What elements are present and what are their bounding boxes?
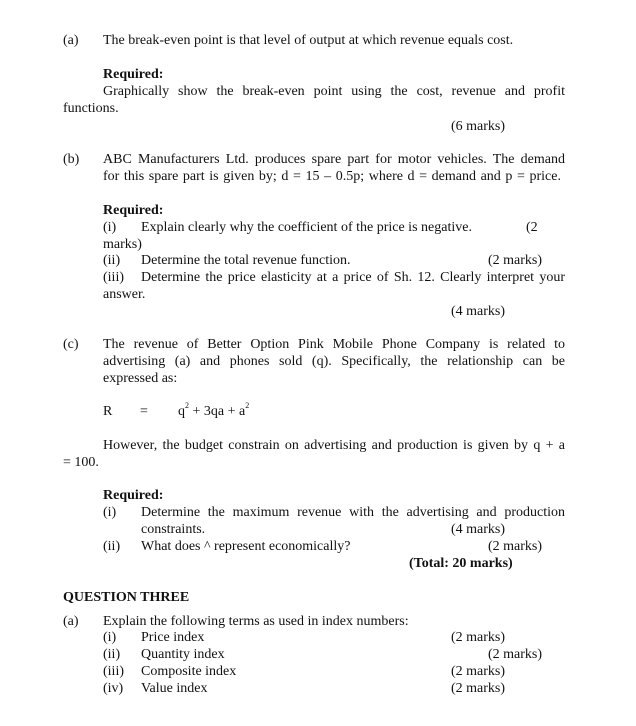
part-b-statement-line1: ABC Manufacturers Ltd. produces spare part for motor vehicles. The demand xyxy=(103,152,565,167)
equation-term-rest: + 3qa + a xyxy=(189,404,246,419)
part-a-statement: The break-even point is that level of output at which revenue equals cost. xyxy=(103,33,514,48)
part-b-item-num: (iii) xyxy=(103,270,124,285)
part-c-budget-line1: However, the budget constrain on advertising and production is given by q + a xyxy=(103,438,565,453)
q3-item-text: Value index xyxy=(141,681,208,696)
q3-item-num: (ii) xyxy=(103,647,121,662)
part-c-item-continuation: constraints. xyxy=(141,522,206,537)
question-three-heading: QUESTION THREE xyxy=(63,590,190,605)
part-b-item-num: (i) xyxy=(103,220,117,235)
part-b-item-num: (ii) xyxy=(103,253,121,268)
equation-exponent: 2 xyxy=(185,401,189,411)
equation-rhs xyxy=(178,403,249,420)
q3-item-num: (i) xyxy=(103,630,117,645)
part-c-item-num: (i) xyxy=(103,505,117,520)
q3-item-marks: (2 marks) xyxy=(451,681,506,696)
part-a-label: (a) xyxy=(63,33,79,48)
q3-item-marks: (2 marks) xyxy=(488,647,543,662)
q3-item-num: (iii) xyxy=(103,664,124,679)
part-c-item-marks: (4 marks) xyxy=(451,522,506,537)
part-c-required-heading: Required: xyxy=(103,488,164,503)
part-b-item-continuation: marks) xyxy=(103,237,142,252)
equation-term-q: q xyxy=(178,404,185,419)
q3-item-text: Price index xyxy=(141,630,205,645)
part-b-item-text: Determine the price elasticity at a price of Sh. 12. Clearly interpret your xyxy=(141,270,565,285)
part-a-marks: (6 marks) xyxy=(451,119,506,134)
part-c-statement-line3: expressed as: xyxy=(103,371,178,386)
equation-equals: = xyxy=(140,404,148,419)
q3-part-a-label: (a) xyxy=(63,614,79,629)
part-c-item-text: What does ^ represent economically? xyxy=(141,539,351,554)
part-b-item-marks: (2 marks) xyxy=(488,253,543,268)
part-c-label: (c) xyxy=(63,337,79,352)
q3-item-marks: (2 marks) xyxy=(451,630,506,645)
part-c-item-text: Determine the maximum revenue with the advertising and production xyxy=(141,505,565,520)
part-b-statement-line2: for this spare part is given by; d = 15 – 0.5p; where d = demand and p = price. xyxy=(103,169,561,184)
equation-lhs: R xyxy=(103,404,113,419)
part-a-required-heading: Required: xyxy=(103,67,164,82)
q3-part-a-statement: Explain the following terms as used in index numbers: xyxy=(103,614,409,629)
q3-item-text: Composite index xyxy=(141,664,237,679)
part-b-item-marks: (2 xyxy=(526,220,538,235)
part-b-label: (b) xyxy=(63,152,80,167)
equation-exponent: 2 xyxy=(245,401,250,411)
part-c-budget-line2: = 100. xyxy=(63,455,99,470)
q3-item-num: (iv) xyxy=(103,681,124,696)
part-c-statement-line1: The revenue of Better Option Pink Mobile Phone Company is related to xyxy=(103,337,565,352)
part-a-task-line1: Graphically show the break-even point using the cost, revenue and profit xyxy=(103,84,565,99)
part-c-statement-line2: advertising (a) and phones sold (q). Specifically, the relationship can be xyxy=(103,354,565,369)
part-c-item-num: (ii) xyxy=(103,539,121,554)
part-c-item-marks: (2 marks) xyxy=(488,539,543,554)
part-b-marks: (4 marks) xyxy=(451,304,506,319)
part-b-item-text: Explain clearly why the coefficient of the price is negative. xyxy=(141,220,472,235)
part-b-required-heading: Required: xyxy=(103,203,164,218)
part-b-item-text: Determine the total revenue function. xyxy=(141,253,351,268)
part-b-item-continuation: answer. xyxy=(103,287,146,302)
q3-item-marks: (2 marks) xyxy=(451,664,506,679)
part-a-task-line2: functions. xyxy=(63,101,119,116)
total-marks: (Total: 20 marks) xyxy=(409,556,513,571)
q3-item-text: Quantity index xyxy=(141,647,225,662)
